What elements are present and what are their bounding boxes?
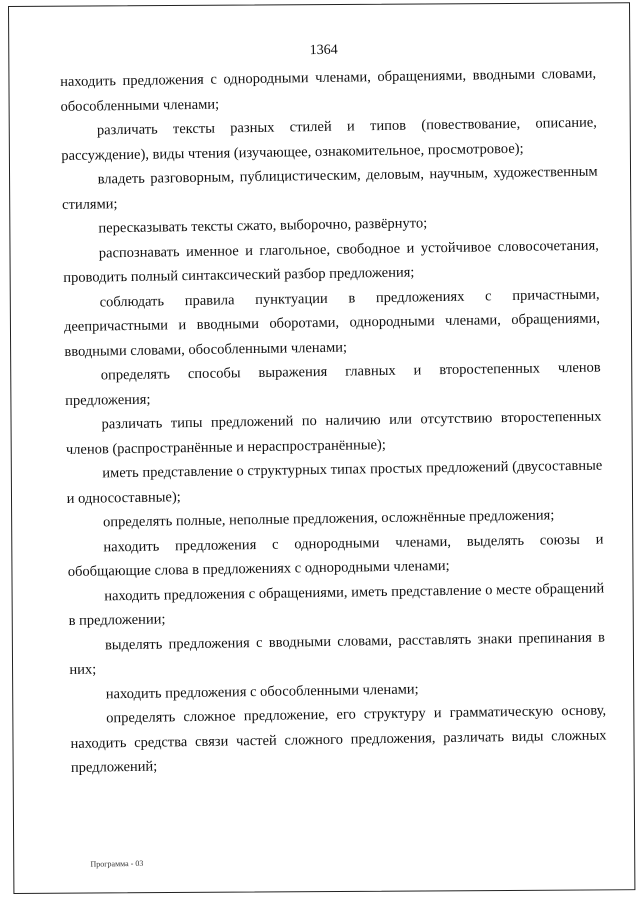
page-number: 1364 — [309, 42, 338, 59]
paragraph: определять способы выражения главных и второстепенных членов предложения; — [65, 359, 601, 409]
paragraph: находить предложения с обособленными членами; — [105, 680, 419, 702]
footer-label: Программа - 03 — [90, 858, 144, 869]
paragraph: определять полные, неполные предложения, осложнённые предложения; — [102, 507, 555, 531]
paragraph: различать типы предложений по наличию или отсутствию второстепенных членов (распространённые и нераспространённые); — [65, 408, 602, 458]
paragraph: иметь представление о структурных типах простых предложений (двусоставные и односоставные); — [66, 457, 603, 507]
paragraph: распознавать именное и глагольное, свободное и устойчивое словосочетания, проводить полный синтаксический разбор предложения; — [63, 237, 599, 287]
paragraph: соблюдать правила пунктуации в предложениях с причастными, деепричастными и вводными оборотами, однородными членами, обращениями, вводными словами, обособленными членами; — [63, 286, 601, 360]
paragraph: находить предложения с однородными членами, выделять союзы и обобщающие слова в предложениях с однородными членами; — [67, 531, 604, 580]
paragraph: находить предложения с однородными членами, обращениями, вводными словами, обособленными членами; — [60, 65, 597, 115]
document-body — [60, 62, 607, 781]
paragraph: определять сложное предложение, его структуру и грамматическую основу, находить средства связи частей сложного предложения, различать виды сложных предложений; — [70, 702, 607, 776]
paragraph: выделять предложения с вводными словами, расставлять знаки препинания в них; — [69, 629, 606, 678]
paragraph: пересказывать тексты сжато, выборочно, развёрнуто; — [98, 215, 428, 237]
paragraph: различать тексты разных стилей и типов (повествование, описание, рассуждение), виды чтения (изучающее, ознакомительное, просмотровое); — [61, 114, 598, 164]
paragraph: владеть разговорным, публицистическим, деловым, научным, художественным стилями; — [61, 163, 598, 213]
paragraph: находить предложения с обращениями, иметь представление о месте обращений в предложении; — [68, 580, 605, 629]
